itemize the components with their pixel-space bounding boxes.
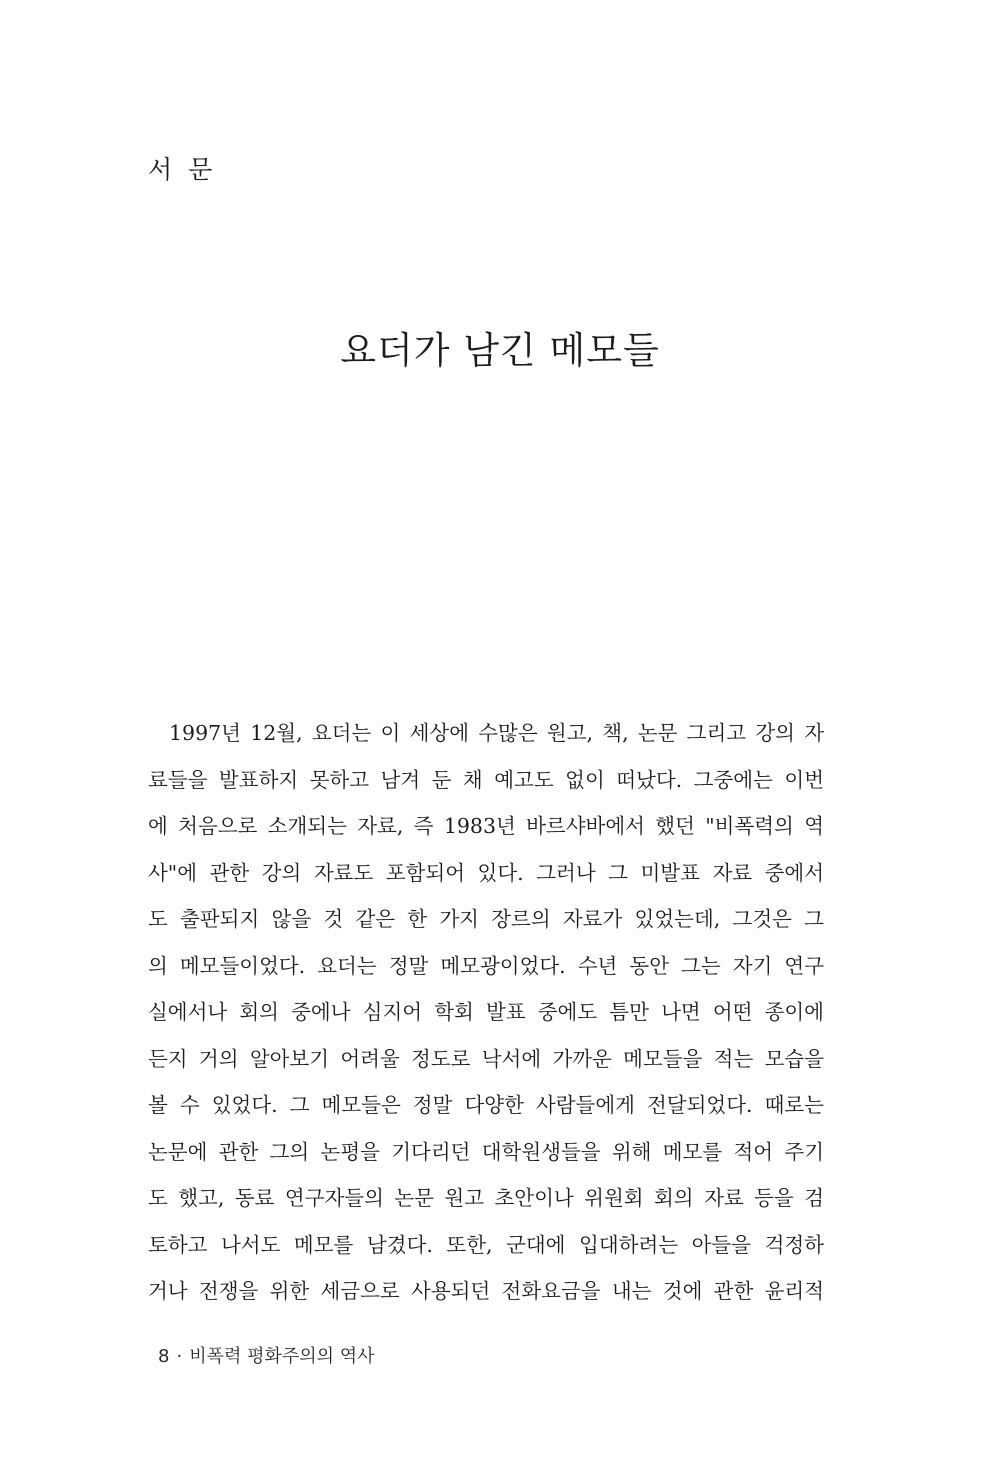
body-line: 에 처음으로 소개되는 자료, 즉 1983년 바르샤바에서 했던 "비폭력의 역 bbox=[148, 814, 824, 838]
body-line: 도 했고, 동료 연구자들의 논문 원고 초안이나 위원회 회의 자료 등을 검 bbox=[148, 1186, 824, 1210]
body-line: 료들을 발표하지 못하고 남겨 둔 채 예고도 없이 떠났다. 그중에는 이번 bbox=[148, 767, 824, 792]
book-title: 비폭력 평화주의의 역사 bbox=[189, 1346, 375, 1367]
page-footer bbox=[158, 1344, 375, 1370]
body-line: 의 메모들이었다. 요더는 정말 메모광이었다. 수년 동안 그는 자기 연구 bbox=[148, 953, 824, 978]
body-line: 논문에 관한 그의 논평을 기다리던 대학원생들을 위해 메모를 적어 주기 bbox=[148, 1139, 824, 1164]
body-line: 거나 전쟁을 위한 세금으로 사용되던 전화요금을 내는 것에 관한 윤리적 bbox=[148, 1279, 824, 1303]
body-line: 토하고 나서도 메모를 남겼다. 또한, 군대에 입대하려는 아들을 걱정하 bbox=[148, 1232, 824, 1257]
section-label: 서 문 bbox=[148, 155, 217, 184]
body-line: 볼 수 있었다. 그 메모들은 정말 다양한 사람들에게 전달되었다. 때로는 bbox=[148, 1093, 824, 1117]
body-line: 1997년 12월, 요더는 이 세상에 수많은 원고, 책, 논문 그리고 강의 자 bbox=[169, 721, 824, 745]
body-text bbox=[148, 710, 824, 1315]
chapter-title: 요더가 남긴 메모들 bbox=[340, 329, 660, 372]
body-line: 실에서나 회의 중에나 심지어 학회 발표 중에도 틈만 나면 어떤 종이에 bbox=[148, 1000, 824, 1024]
footer-separator: · bbox=[176, 1346, 183, 1367]
body-line: 사"에 관한 강의 자료도 포함되어 있다. 그러나 그 미발표 자료 중에서 bbox=[148, 860, 824, 885]
body-line: 든지 거의 알아보기 어려울 정도로 낙서에 가까운 메모들을 적는 모습을 bbox=[148, 1046, 824, 1071]
body-line: 도 출판되지 않을 것 같은 한 가지 장르의 자료가 있었는데, 그것은 그 bbox=[148, 907, 824, 931]
page-number: 8 bbox=[158, 1346, 170, 1367]
